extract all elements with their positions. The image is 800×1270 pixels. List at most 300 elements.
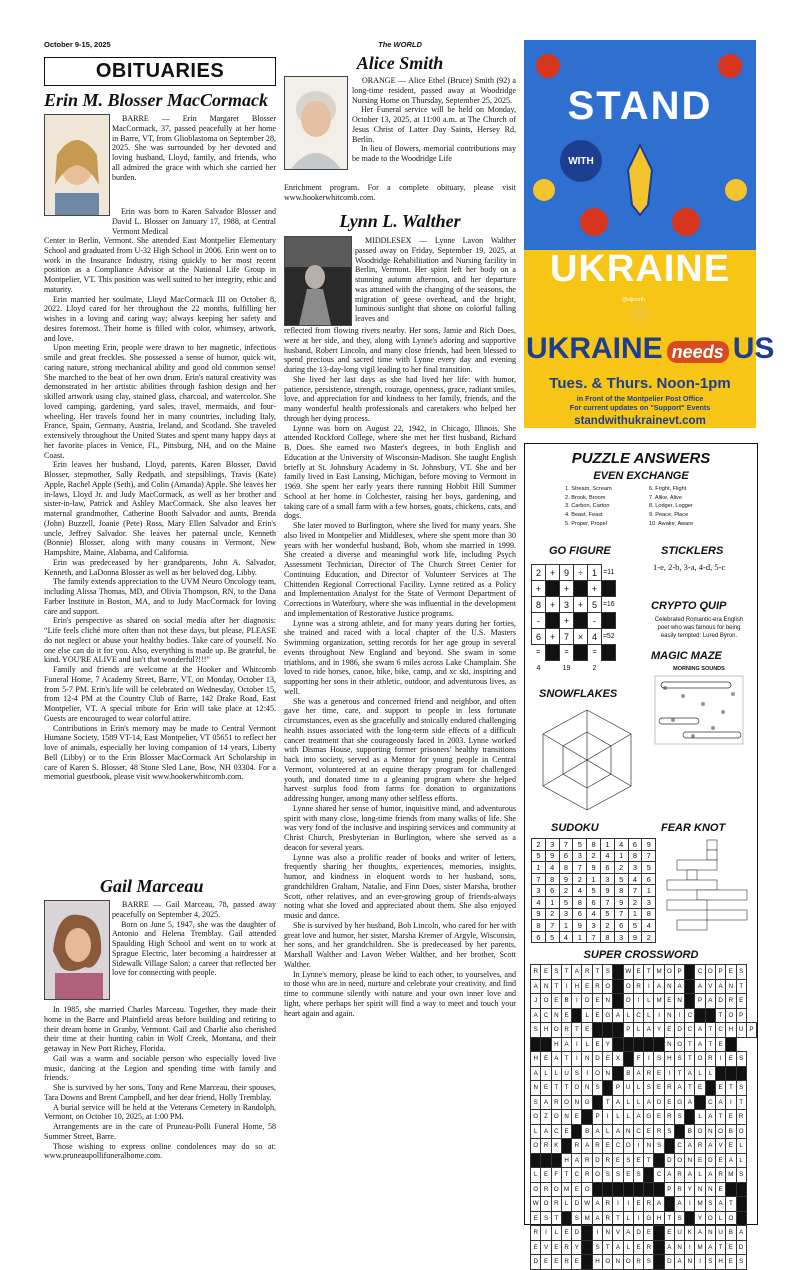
crossword-cell: R	[561, 1023, 571, 1038]
crossword-cell: E	[654, 1066, 664, 1081]
grid-row	[532, 839, 656, 851]
crossword-cell: C	[685, 1023, 695, 1038]
crossword-cell: L	[561, 1197, 571, 1212]
ee-9: 9. Peace, Place	[649, 512, 689, 519]
crossword-cell: A	[685, 1139, 695, 1154]
crossword-cell: H	[541, 1023, 551, 1038]
magic-maze-grid-icon	[653, 674, 745, 746]
ad-needs-right: US	[732, 332, 775, 365]
crossword-cell: C	[695, 965, 705, 980]
sudoku-cell: 3	[559, 908, 573, 920]
sudoku-cell: 4	[532, 896, 546, 908]
go-figure-cell: 5	[588, 597, 602, 613]
crossword-cell: A	[561, 1037, 571, 1052]
crossword-cell: N	[674, 994, 684, 1009]
ad-schedule: Tues. & Thurs. Noon-1pm	[549, 375, 731, 392]
crossword-cell: D	[582, 994, 592, 1009]
obituaries-heading: OBITUARIES	[44, 57, 276, 86]
crossword-cell: H	[654, 1211, 664, 1226]
crossword-cell: D	[705, 1153, 715, 1168]
crossword-cell: M	[695, 1240, 705, 1255]
crossword-cell: A	[541, 1124, 551, 1139]
sudoku-cell: 4	[587, 908, 601, 920]
sudoku-cell: 1	[628, 908, 642, 920]
crossword-cell: O	[541, 1197, 551, 1212]
crossword-cell	[582, 1255, 592, 1270]
crossword-cell: A	[623, 1226, 633, 1241]
ee-1: 1. Stream, Scream	[565, 486, 612, 492]
crossword-cell: U	[736, 1023, 746, 1038]
even-exchange-title: EVEN EXCHANGE	[593, 470, 689, 482]
crossword-cell: P	[715, 965, 725, 980]
crossword-cell: I	[541, 1226, 551, 1241]
sudoku-cell: 3	[628, 862, 642, 874]
portrait-erin-icon	[45, 115, 109, 215]
gail-para-8: Those wishing to express online condolences may do so at: www.pruneaupollifuneralhome.com.	[44, 1141, 276, 1161]
crossword-cell: R	[592, 979, 602, 994]
crossword-cell: N	[603, 1066, 613, 1081]
ad-location	[524, 394, 756, 412]
sudoku-cell: 7	[587, 931, 601, 943]
crossword-cell: E	[644, 1226, 654, 1241]
crossword-cell: R	[582, 1153, 592, 1168]
crossword-cell: D	[531, 1255, 541, 1270]
sudoku-cell: 9	[642, 839, 656, 851]
erin-para-2-cont: Center in Berlin, Vermont. She attended East Montpelier Elementary School and graduated from U-32 High School in 2006. Erin went on to work in the Insurance Industry, rising quickly to her most recent position as a Compliance Advisor at the National Life Group in Montpelier, VT. This position was well suited to her integrity, ethic and maturity.	[44, 236, 276, 294]
crossword-cell: I	[572, 1052, 582, 1067]
crossword-cell: I	[582, 1066, 592, 1081]
ee-10: 10. Awake, Aware	[649, 520, 694, 527]
crossword-cell: H	[715, 1255, 725, 1270]
crossword-cell: N	[531, 1081, 541, 1096]
crossword-cell: I	[561, 979, 571, 994]
erin-para-9: Family and friends are welcome at the Hooker and Whitcomb Funeral Home, 7 Academy Street, Barre, VT, on Monday, October 13, from 5-7 PM. Erin's life will be celebrated on Wednesday, October 15, from 12-4 PM at the Country Club of Barre, 142 Drake Road, East Montpelier, VT. A special tribute for Erin will take place at 12:45. Guests are encouraged to wear colorful attire.	[44, 665, 276, 723]
sudoku-cell: 8	[573, 896, 587, 908]
crossword-cell: T	[603, 1240, 613, 1255]
crossword-cell: Y	[603, 1037, 613, 1052]
ad-needs-word: needs	[667, 341, 729, 363]
go-figure-cell: =	[592, 649, 597, 657]
crossword-cell: A	[572, 1153, 582, 1168]
crossword-cell	[695, 1095, 705, 1110]
crossword-cell: O	[541, 994, 551, 1009]
crossword-cell: H	[592, 1255, 602, 1270]
crossword-cell: N	[603, 994, 613, 1009]
crossword-cell: E	[541, 1255, 551, 1270]
crossword-cell: O	[582, 1182, 592, 1197]
crossword-cell: X	[613, 1052, 623, 1067]
grid-row	[531, 1139, 757, 1154]
crossword-cell: A	[531, 1066, 541, 1081]
snowflakes-title: SNOWFLAKES	[539, 688, 618, 700]
crossword-cell: D	[572, 1197, 582, 1212]
grid-row	[531, 965, 757, 980]
grid-row	[532, 920, 656, 932]
go-figure-cell	[546, 613, 560, 629]
gail-para-7: Arrangements are in the care of Pruneau-Polli Funeral Home, 58 Summer Street, Barre.	[44, 1122, 276, 1141]
crossword-cell: E	[561, 1226, 571, 1241]
crossword-cell: C	[674, 1139, 684, 1154]
crossword-cell: L	[644, 1008, 654, 1023]
go-figure-cell: +	[574, 597, 588, 613]
ad-credit: @vlgnorth	[622, 297, 645, 303]
ee-6: 6. Fright, Flight	[649, 486, 687, 492]
crossword-cell	[715, 1066, 725, 1081]
obit-text-alice	[352, 76, 516, 191]
crossword-cell: Z	[541, 1110, 551, 1125]
magic-maze-subtitle: MORNING SOUNDS	[673, 666, 725, 672]
crossword-cell: L	[531, 1168, 541, 1183]
sudoku-cell: 7	[628, 885, 642, 897]
crossword-cell: M	[654, 965, 664, 980]
ad-url: standwithukrainevt.com	[574, 415, 706, 427]
crossword-cell: T	[561, 965, 571, 980]
crossword-cell	[603, 1081, 613, 1096]
crossword-cell: E	[592, 1037, 602, 1052]
sudoku-cell: 3	[600, 873, 614, 885]
crossword-cell	[685, 965, 695, 980]
grid-row	[532, 873, 656, 885]
crossword-cell: E	[603, 1052, 613, 1067]
crossword-cell: L	[623, 1110, 633, 1125]
crossword-cell	[705, 1081, 715, 1096]
crossword-cell	[634, 1182, 644, 1197]
crossword-cell: L	[551, 1226, 561, 1241]
crossword-cell: A	[685, 1168, 695, 1183]
crossword-cell: E	[572, 1110, 582, 1125]
sudoku-cell: 3	[614, 931, 628, 943]
crossword-cell: R	[644, 1066, 654, 1081]
crossword-cell	[613, 1023, 623, 1038]
crossword-cell: N	[664, 1037, 674, 1052]
crossword-cell	[613, 1182, 623, 1197]
crossword-cell: A	[674, 1255, 684, 1270]
sudoku-cell: 5	[573, 839, 587, 851]
crossword-cell: L	[623, 1008, 633, 1023]
crossword-cell: H	[561, 1153, 571, 1168]
crossword-cell: I	[634, 1139, 644, 1154]
crossword-cell: O	[531, 1139, 541, 1154]
go-figure-grid	[531, 564, 616, 676]
crossword-cell: I	[644, 1052, 654, 1067]
sudoku-cell: 4	[573, 885, 587, 897]
go-figure-cell: ÷	[574, 565, 588, 581]
go-figure-cell: -	[532, 613, 546, 629]
sudoku-cell: 2	[545, 908, 559, 920]
crossword-cell: H	[726, 1023, 736, 1038]
crossword-cell	[654, 1226, 664, 1241]
crossword-cell: A	[634, 1066, 644, 1081]
crossword-cell: E	[572, 1182, 582, 1197]
sudoku-cell: 7	[545, 920, 559, 932]
crossword-cell: N	[664, 979, 674, 994]
crossword-cell: D	[664, 1153, 674, 1168]
crossword-cell: V	[541, 1240, 551, 1255]
crossword-cell: N	[726, 979, 736, 994]
grid-row	[531, 1081, 757, 1096]
crossword-cell: L	[634, 1095, 644, 1110]
go-figure-cell: 9	[560, 565, 574, 581]
crossword-cell: E	[572, 1255, 582, 1270]
crossword-cell: S	[592, 1240, 602, 1255]
crossword-cell: O	[695, 1052, 705, 1067]
go-figure-cell: +	[532, 581, 546, 597]
sudoku-cell: 4	[600, 850, 614, 862]
sudoku-cell: 2	[600, 920, 614, 932]
crossword-cell	[736, 1211, 746, 1226]
crossword-cell: R	[603, 1211, 613, 1226]
crossword-cell: S	[674, 1211, 684, 1226]
crossword-cell: N	[685, 1153, 695, 1168]
crossword-cell: G	[603, 1008, 613, 1023]
lynn-para-6: She was a generous and concerned friend and neighbor, and often gave her time, care, and support to people in less fortunate circumstances, even as she gracefully and stoically endured challenging health issues associated with the long-term side effects of a difficult cancer treatment that she courageously faced in 2003. Lynne worked with Dismas House, supporting former prisoners' healthy transitions back into society, served as a Mentor for young people in Central Vermont, volunteered at an equine therapy program for challenged youth, and donated time to a gleaning program where she helped harvest surplus food from farms for donation to organizations addressing hunger, among many other selfless efforts.	[284, 696, 516, 803]
crossword-cell: I	[685, 1240, 695, 1255]
grid-row	[532, 661, 616, 677]
grid-row	[531, 1110, 757, 1125]
crossword-cell	[654, 1182, 664, 1197]
crossword-cell	[654, 1153, 664, 1168]
gail-para-5: She is survived by her sons, Tony and Rene Marceau, their spouses, Tara Downs and Brent Campbell, and her dear friend, Holly Tremblay.	[44, 1083, 276, 1102]
crossword-cell: S	[531, 1023, 541, 1038]
stand-with-ukraine-ad	[524, 40, 775, 428]
crossword-cell: C	[551, 1124, 561, 1139]
crossword-cell	[654, 1255, 664, 1270]
lynn-para-2: She lived her last days as she had lived her life: with humor, patience, persistence, strength, courage, openness, grace, radiant smiles, love, and appreciation for and kindness to her family, friends, and the many wonderful health professionals and caretakers who helped her through her dying process.	[284, 374, 516, 423]
crossword-cell	[613, 965, 623, 980]
crossword-cell: A	[572, 965, 582, 980]
crossword-cell	[644, 1168, 654, 1183]
gail-para-1: BARRE — Gail Marceau, 78, passed away peacefully on September 4, 2025.	[112, 900, 276, 919]
crossword-cell: R	[541, 1139, 551, 1154]
crossword-cell: W	[623, 965, 633, 980]
sudoku-cell: 6	[587, 896, 601, 908]
crossword-cell: J	[531, 994, 541, 1009]
crossword-cell: A	[695, 1023, 705, 1038]
crossword-cell: D	[715, 994, 725, 1009]
sudoku-cell: 2	[614, 862, 628, 874]
obit-text-erin-body	[44, 236, 276, 868]
grid-row	[531, 1211, 757, 1226]
grid-row	[532, 613, 616, 629]
sudoku-cell: 2	[532, 839, 546, 851]
crossword-cell: G	[644, 1211, 654, 1226]
crossword-cell: L	[582, 1008, 592, 1023]
crossword-cell: R	[561, 1255, 571, 1270]
go-figure-cell: +	[560, 581, 574, 597]
crossword-cell: E	[654, 1110, 664, 1125]
crossword-cell: E	[715, 1182, 725, 1197]
crossword-cell: N	[603, 1226, 613, 1241]
crossword-cell: V	[715, 1139, 725, 1154]
crossword-cell: I	[634, 1211, 644, 1226]
crossword-cell: S	[634, 1168, 644, 1183]
crossword-cell: E	[582, 979, 592, 994]
sudoku-title: SUDOKU	[551, 822, 599, 834]
crossword-cell: A	[695, 1037, 705, 1052]
crossword-cell	[582, 1240, 592, 1255]
puzzle-answers-box	[524, 443, 758, 1266]
obit-name-alice: Alice Smith	[356, 53, 444, 73]
crossword-cell: I	[572, 1037, 582, 1052]
crossword-cell: R	[603, 1197, 613, 1212]
crossword-cell: P	[623, 1023, 633, 1038]
crossword-cell: P	[695, 994, 705, 1009]
crossword-cell: M	[582, 1211, 592, 1226]
crossword-cell: E	[561, 1124, 571, 1139]
crossword-cell: U	[561, 1066, 571, 1081]
sudoku-cell: 9	[573, 920, 587, 932]
go-figure-cell: =	[536, 649, 541, 657]
go-figure-cell: -	[588, 613, 602, 629]
crossword-cell: E	[592, 1008, 602, 1023]
go-figure-cell: +	[546, 629, 560, 645]
crossword-cell: A	[685, 1095, 695, 1110]
crossword-cell: A	[592, 1211, 602, 1226]
grid-row	[531, 979, 757, 994]
crossword-cell: S	[592, 1081, 602, 1096]
crossword-cell: O	[603, 1255, 613, 1270]
lynn-para-1-start: MIDDLESEX — Lynne Lavon Walther passed away on Friday, September 19, 2025, at Woodridge Rehabilitation and Nursing facility in Berlin, Vermont. Her spirit left her body on a stunning autumn afternoon, and her departure was attuned with the changing of the seasons, the migration of geese overhead, and the bright, luminous sunlight that shone on colorful falling leaves and	[355, 236, 516, 323]
crossword-cell: B	[726, 1124, 736, 1139]
crossword-cell: D	[674, 1023, 684, 1038]
crossword-cell	[582, 1226, 592, 1241]
crossword-cell: E	[634, 965, 644, 980]
grid-row	[531, 1168, 757, 1183]
grid-row	[532, 908, 656, 920]
crossword-cell	[685, 979, 695, 994]
crossword-cell: R	[664, 1110, 674, 1125]
crossword-cell	[623, 1182, 633, 1197]
crossword-cell: O	[531, 1182, 541, 1197]
crossword-cell	[695, 1008, 705, 1023]
sudoku-cell: 8	[559, 862, 573, 874]
sudoku-cell: 8	[600, 931, 614, 943]
go-figure-cell	[546, 661, 560, 677]
crossword-cell: R	[551, 1095, 561, 1110]
crossword-cell: R	[654, 1124, 664, 1139]
crossword-cell: N	[705, 1182, 715, 1197]
crossword-cell: T	[561, 1168, 571, 1183]
crossword-cell: O	[592, 1066, 602, 1081]
crossword-cell: R	[736, 1110, 746, 1125]
crossword-cell: E	[726, 1240, 736, 1255]
sudoku-cell: 1	[642, 885, 656, 897]
go-figure-cell: 4	[536, 664, 541, 672]
grid-row	[531, 1255, 757, 1270]
crossword-cell: D	[634, 1226, 644, 1241]
crossword-cell: E	[736, 994, 746, 1009]
crossword-cell	[613, 1066, 623, 1081]
sudoku-cell: 9	[600, 885, 614, 897]
obit-name-erin: Erin M. Blosser MacCormack	[44, 90, 269, 110]
crossword-cell: A	[674, 979, 684, 994]
crossword-cell: C	[634, 1008, 644, 1023]
ad-with-badge: WITH	[560, 140, 602, 182]
grid-row	[532, 896, 656, 908]
crossword-cell: A	[674, 1081, 684, 1096]
crossword-cell: C	[541, 1008, 551, 1023]
crypto-quip-answer: Celebrated Romantic-era English poet who was famous for being easily tempted: Lured Byron.	[654, 617, 744, 639]
crossword-cell: A	[685, 1066, 695, 1081]
ad-location-2: For current updates on "Support" Events	[569, 403, 711, 412]
lynn-para-9: She is survived by her husband, Bob Lincoln, who cared for her with great love and humor, her sister, Marsha Kremer of Argyle, Wisconsin, her sons, and her grandchildren. She is predeceased by her parents, Marshall Walther and Lavon Weber Walther, and her brother, Scott Walther.	[284, 920, 516, 969]
crossword-cell: S	[613, 1168, 623, 1183]
crossword-cell: L	[582, 1037, 592, 1052]
crossword-cell: A	[654, 1197, 664, 1212]
crossword-cell: D	[592, 1153, 602, 1168]
crossword-cell: S	[603, 965, 613, 980]
crossword-cell: N	[705, 1226, 715, 1241]
portrait-lynn-icon	[285, 237, 351, 325]
crossword-cell: Y	[572, 1240, 582, 1255]
crossword-cell: S	[654, 1052, 664, 1067]
crossword-cell: R	[705, 1052, 715, 1067]
crossword-cell: E	[715, 1081, 725, 1096]
crossword-cell: D	[572, 1226, 582, 1241]
crossword-cell: L	[613, 1110, 623, 1125]
crossword-cell: E	[603, 1139, 613, 1154]
sudoku-cell: 6	[532, 931, 546, 943]
crossword-cell: A	[705, 994, 715, 1009]
crossword-cell: A	[551, 1052, 561, 1067]
even-exchange-right	[649, 485, 693, 529]
ad-stand-text: STAND	[567, 84, 713, 128]
ad-ukraine-text: UKRAINE	[549, 248, 731, 290]
crossword-cell: O	[715, 1124, 725, 1139]
sudoku-cell: 6	[642, 873, 656, 885]
crossword-cell: A	[582, 1139, 592, 1154]
photo-erin	[44, 114, 110, 216]
crossword-cell: O	[603, 979, 613, 994]
sudoku-cell: 4	[545, 862, 559, 874]
magic-maze-title: MAGIC MAZE	[651, 650, 722, 662]
crossword-cell: A	[531, 1008, 541, 1023]
go-figure-cell	[602, 661, 616, 677]
sudoku-cell: 1	[545, 896, 559, 908]
crossword-cell	[603, 1023, 613, 1038]
crossword-cell: T	[685, 1081, 695, 1096]
crossword-cell: R	[644, 1197, 654, 1212]
fear-knot-title: FEAR KNOT	[661, 822, 726, 834]
go-figure-cell: 1	[588, 565, 602, 581]
crossword-cell: O	[572, 1081, 582, 1096]
erin-para-8: Erin's perspective as shared on social media after her diagnosis: “Life feels cliché more often than not these days, but please, PLEASE do not neglect or abuse your healthy bodies. Take care of yourself. No one else can do it for you. Also, everything is made up. Be grateful, be kind. YOU'RE ALIVE and isn't that wonderful?!!!”	[44, 616, 276, 665]
crossword-cell: R	[634, 979, 644, 994]
crossword-cell: O	[726, 1211, 736, 1226]
sudoku-cell: 9	[587, 862, 601, 874]
crossword-cell: I	[654, 1008, 664, 1023]
go-figure-cell: =11	[603, 568, 615, 576]
grid-row	[531, 1153, 757, 1168]
go-figure-cell: +	[546, 597, 560, 613]
crossword-cell: O	[623, 979, 633, 994]
crossword-cell: M	[654, 994, 664, 1009]
crossword-cell: R	[592, 1139, 602, 1154]
gail-para-6: A burial service will be held at the Veterans Cemetery in Randolph, Vermont, on October 10, 2025, at 1:00 PM.	[44, 1102, 276, 1122]
sudoku-cell: 4	[614, 839, 628, 851]
crossword-cell: E	[664, 994, 674, 1009]
crossword-cell: C	[715, 1023, 725, 1038]
crossword-cell: N	[644, 1139, 654, 1154]
sudoku-cell: 9	[614, 896, 628, 908]
crossword-cell: E	[664, 1095, 674, 1110]
crossword-cell	[592, 1182, 602, 1197]
crossword-cell: P	[592, 1110, 602, 1125]
sudoku-cell: 4	[628, 873, 642, 885]
ee-2: 2. Brook, Broom	[565, 494, 606, 501]
sudoku-cell: 3	[642, 896, 656, 908]
sudoku-cell: 5	[545, 931, 559, 943]
